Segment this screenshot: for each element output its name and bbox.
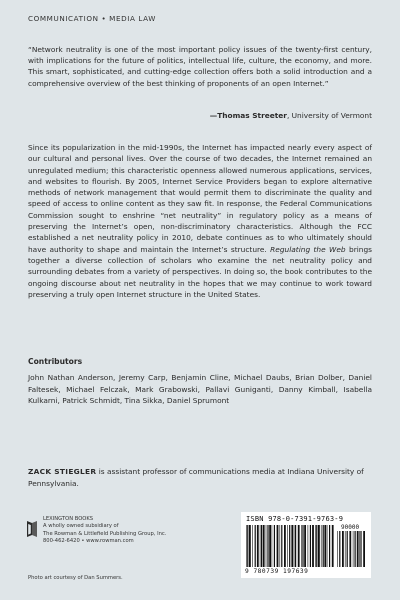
barcode-bar (266, 525, 267, 567)
barcode-bar (349, 531, 351, 567)
publisher-info (43, 516, 166, 545)
price-addon-barcode (337, 531, 365, 567)
ean-barcode (246, 525, 334, 567)
endorsement-attribution (210, 111, 372, 120)
barcode-bar (312, 525, 314, 567)
barcode-bar (363, 531, 365, 567)
barcode-box (241, 512, 371, 578)
book-description (28, 142, 372, 300)
endorser-name: —Thomas Streeter (209, 111, 287, 120)
barcode-bar (249, 525, 251, 567)
barcode-bar (355, 531, 356, 567)
description-part-2: brings together a diverse collection of scholars who examine the net neutrality policy and surrounding debates from a variety of perspectives. In doing so, the book contributes to the ongoing discourse about net neutrality in the hopes that we may continue to work toward preserving a truly open Internet structure in the United States. (28, 244, 373, 299)
endorser-affiliation: , University of Vermont (286, 111, 372, 120)
book-title: Regulating the Web (270, 244, 346, 254)
description-part-1: Since its popularization in the mid-1990s, the Internet has impacted nearly every aspect of our cultural and personal lives. Over the course of two decades, the Internet remained an unregulated medium; this characteristic openness allowed numerous applications, services, and websites to flourish. By 2005, Internet Service Providers began to explore alternative methods of network management that would permit them to discriminate the quality and speed of access to online content as they saw fit. In response, the Federal Communications Commission sought to enshrine “net neutrality” in regulatory policy as a means of preserving the Internet’s open, non-discriminatory characteristics. Although the FCC established a net neutrality policy in 2010, debate continues as to who ultimately should have authority to shape and maintain the Internet’s structure. (28, 143, 372, 254)
barcode-bar (359, 531, 360, 567)
barcode-bar (318, 525, 320, 567)
barcode-bar (246, 525, 247, 567)
barcode-bar (353, 531, 354, 567)
publisher-name: LEXINGTON BOOKS (43, 516, 94, 522)
barcode-bar (260, 525, 261, 567)
barcode-bar (337, 531, 338, 567)
endorsement-quote: “Network neutrality is one of the most important policy issues of the twenty-first century, with implications for the future of politics, intellectual life, culture, the economy, and more. This smart, sophisticated, and cutting-edge collection offers both a solid introduction and a comprehensive overview of the best thinking of proponents of an open Internet.” (28, 45, 372, 88)
barcode-bar (277, 525, 279, 567)
barcode-bar (274, 525, 275, 567)
barcode-bar (357, 531, 359, 567)
author-bio-text: is assistant professor of communications media at Indiana University of Pennsylvania. (28, 467, 364, 488)
barcode-bar (327, 525, 328, 567)
photo-credit: Photo art courtesy of Dan Summers. (28, 575, 123, 581)
barcode-bar (301, 525, 302, 567)
author-name: ZACK STIEGLER (28, 467, 97, 476)
barcode-bar (295, 525, 296, 567)
category-label: COMMUNICATION • MEDIA LAW (28, 14, 156, 23)
publisher-line-3: 800-462-6420 • www.rowman.com (43, 537, 134, 544)
barcode-bar (280, 525, 281, 567)
barcode-bar (294, 525, 295, 567)
publisher-logo-icon (26, 520, 38, 538)
barcode-bar (345, 531, 346, 567)
barcode-bar (263, 525, 265, 567)
publisher-line-2: The Rowman & Littlefield Publishing Group, Inc. (43, 530, 167, 537)
barcode-bar (247, 525, 248, 567)
price-addon-number: 90000 (341, 524, 360, 531)
barcode-bar (321, 525, 322, 567)
barcode-bar (339, 531, 340, 567)
barcode-bar (287, 525, 288, 567)
barcode-bar (360, 531, 361, 567)
barcode-bar (302, 525, 303, 567)
contributors-list: John Nathan Anderson, Jeremy Carp, Benjamin Cline, Michael Daubs, Brian Dolber, Daniel Faltesek, Michael Felczak, Mark Grabowski, Pallavi Guniganti, Danny Kimball, Isabella Kulkarni, Patrick Schmidt, Tina Sikka, Daniel Sprumont (28, 373, 372, 406)
author-bio (28, 466, 372, 489)
barcode-bar (323, 525, 324, 567)
contributors-heading: Contributors (28, 357, 83, 366)
barcode-bar (308, 525, 309, 567)
barcode-bar (252, 525, 253, 567)
barcode-bar (269, 525, 271, 567)
barcode-bar (281, 525, 282, 567)
isbn-label: ISBN 978-0-7391-9763-9 (246, 515, 344, 523)
barcode-bar (329, 525, 330, 567)
ean-number: 9 780739 197639 (245, 568, 309, 575)
barcode-bar (315, 525, 316, 567)
barcode-bar (272, 525, 273, 567)
barcode-bar (267, 525, 268, 567)
barcode-bar (291, 525, 293, 567)
publisher-line-1: A wholly owned subsidiary of (43, 523, 119, 530)
barcode-bar (324, 525, 326, 567)
barcode-bar (255, 525, 256, 567)
barcode-bar (310, 525, 311, 567)
barcode-bar (316, 525, 317, 567)
barcode-bar (347, 531, 348, 567)
barcode-bar (342, 531, 344, 567)
barcode-bar (284, 525, 286, 567)
barcode-bar (261, 525, 262, 567)
barcode-bar (304, 525, 306, 567)
barcode-bar (257, 525, 259, 567)
barcode-bar (332, 525, 334, 567)
barcode-bar (298, 525, 300, 567)
barcode-bar (289, 525, 290, 567)
